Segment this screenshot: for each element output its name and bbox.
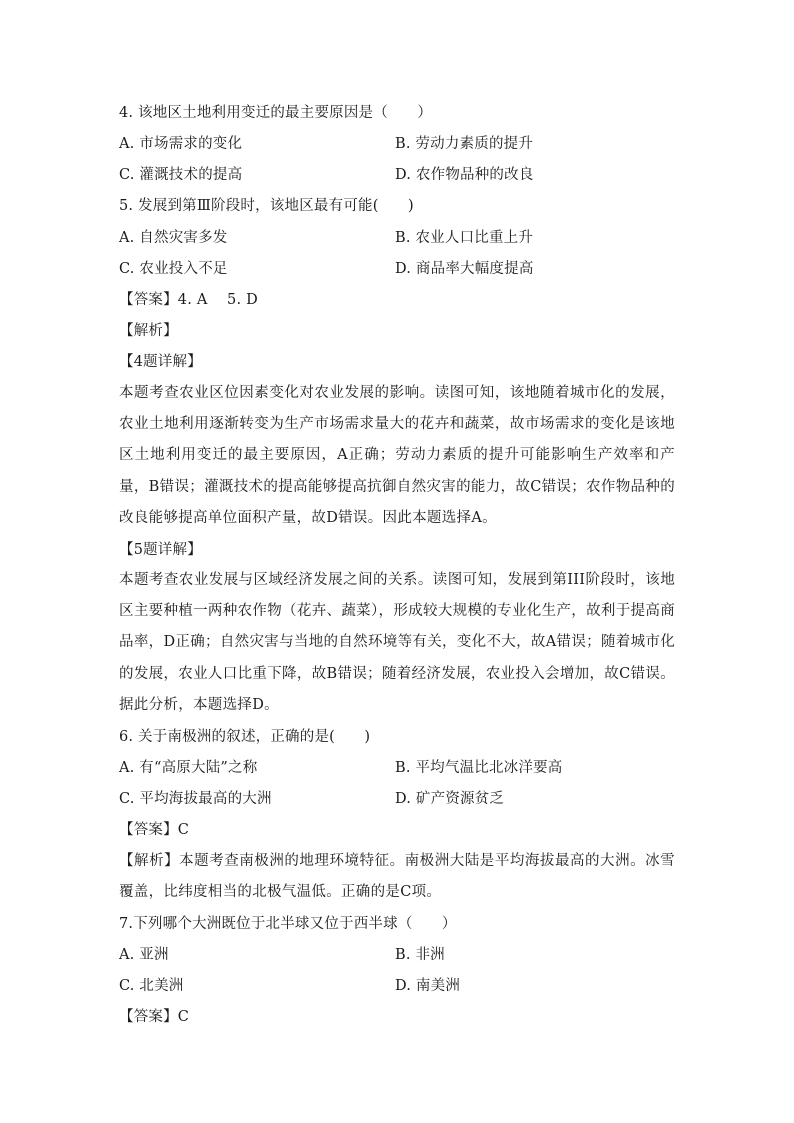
question-4-option-c: C. 灌溉技术的提高 bbox=[119, 167, 243, 183]
question-7-option-b: B. 非洲 bbox=[395, 947, 445, 963]
question-6-option-b: B. 平均气温比北冰洋要高 bbox=[395, 760, 563, 776]
question-7-stem: 7.下列哪个大洲既位于北半球又位于西半球（ ） bbox=[119, 916, 457, 932]
answer-7: 【答案】C bbox=[119, 1009, 190, 1025]
question-4-option-b: B. 劳动力素质的提升 bbox=[395, 136, 534, 152]
detail-5-paragraph: 本题考查农业发展与区域经济发展之间的关系。读图可知，发展到第III阶段时，该地区主要种植一两种农作物（花卉、蔬菜），形成较大规模的专业化生产，故利于提高商品率，D正确；自然灾害与当地的自然环境等有关，变化不大，故A错误；随着城市化的发展，农业人口比重下降，故B错误；随着经济发展，农业投入会增加，故C错误。据此分析，本题选择D。 bbox=[119, 572, 675, 713]
question-6-option-d: D. 矿产资源贫乏 bbox=[395, 791, 505, 807]
question-6-option-a: A. 有“高原大陆”之称 bbox=[119, 760, 258, 776]
question-5-stem: 5. 发展到第Ⅲ阶段时，该地区最有可能( ) bbox=[119, 198, 414, 214]
answer-4-5: 【答案】4. A 5. D bbox=[119, 292, 258, 308]
detail-4-label: 【4题详解】 bbox=[119, 354, 202, 370]
question-4-option-a: A. 市场需求的变化 bbox=[119, 136, 243, 152]
question-5-option-c: C. 农业投入不足 bbox=[119, 261, 228, 277]
detail-5-label: 【5题详解】 bbox=[119, 542, 202, 558]
analysis-6-paragraph: 【解析】本题考查南极洲的地理环境特征。南极洲大陆是平均海拔最高的大洲。冰雪覆盖，比纬度相当的北极气温低。正确的是C项。 bbox=[119, 853, 675, 901]
question-5-option-a: A. 自然灾害多发 bbox=[119, 230, 228, 246]
question-5-option-b: B. 农业人口比重上升 bbox=[395, 230, 534, 246]
question-6-stem: 6. 关于南极洲的叙述，正确的是( ) bbox=[119, 729, 371, 745]
answer-6: 【答案】C bbox=[119, 822, 190, 838]
question-7-option-a: A. 亚洲 bbox=[119, 947, 169, 963]
question-5-option-d: D. 商品率大幅度提高 bbox=[395, 261, 534, 277]
analysis-label: 【解析】 bbox=[119, 323, 178, 339]
question-7-option-c: C. 北美洲 bbox=[119, 978, 184, 994]
question-7-option-d: D. 南美洲 bbox=[395, 978, 461, 994]
question-4-option-d: D. 农作物品种的改良 bbox=[395, 167, 534, 183]
detail-4-paragraph: 本题考查农业区位因素变化对农业发展的影响。读图可知，该地随着城市化的发展，农业土地利用逐渐转变为生产市场需求量大的花卉和蔬菜，故市场需求的变化是该地区土地利用变迁的最主要原因，A正确；劳动力素质的提升可能影响生产效率和产量，B错误；灌溉技术的提高能够提高抗御自然灾害的能力，故C错误；农作物品种的改良能够提高单位面积产量，故D错误。因此本题选择A。 bbox=[119, 385, 675, 526]
question-6-option-c: C. 平均海拔最高的大洲 bbox=[119, 791, 272, 807]
question-4-stem: 4. 该地区土地利用变迁的最主要原因是（ ） bbox=[119, 105, 433, 121]
